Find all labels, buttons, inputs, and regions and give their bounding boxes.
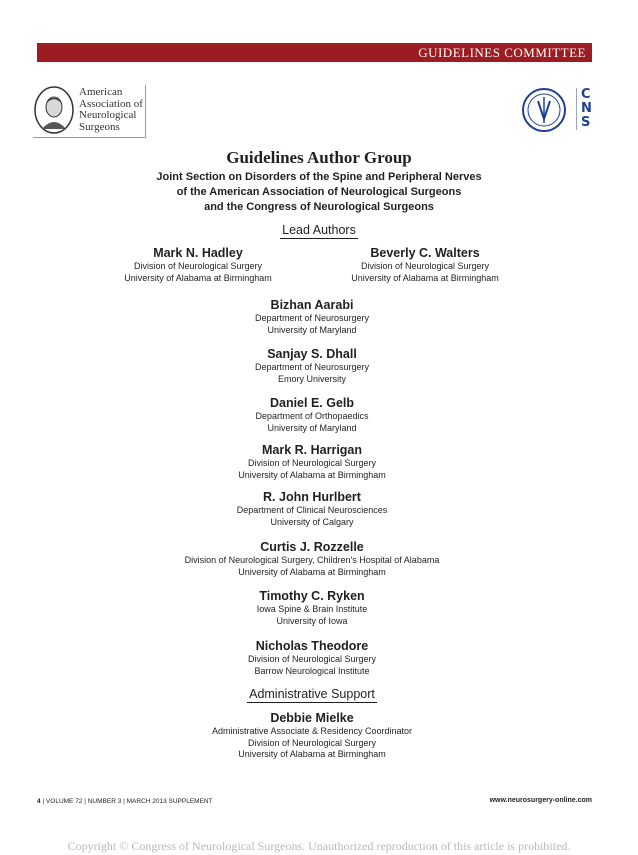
seal-icon [518,85,572,135]
aans-line: American [79,86,123,98]
author-affiliation: University of Iowa [276,615,348,626]
section-banner: GUIDELINES COMMITTEE [37,43,592,62]
author-affiliation: University of Alabama at Birmingham [238,566,386,577]
lead-authors-heading [0,223,638,239]
author-affiliation: University of Calgary [270,516,354,527]
admin-support-heading [0,687,631,703]
author-affiliation: Department of Orthopaedics [255,411,369,421]
admin-support-heading-text: Administrative Support [249,687,375,701]
author-affiliation: University of Maryland [267,324,357,335]
cns-letter: S [581,115,591,130]
author-aarabi [0,297,624,336]
author-affiliation: University of Maryland [267,422,357,433]
author-affiliation: Administrative Associate & Residency Coordinator [211,726,413,736]
author-affiliation: Emory University [277,373,346,384]
author-affiliation: University of Alabama at Birmingham [238,749,386,759]
lead-author-walters [325,245,525,284]
subtitle-line: of the American Association of Neurological Surgeons [176,186,462,198]
author-dhall [0,346,624,385]
author-affiliation: Department of Clinical Neurosciences [236,505,388,515]
subtitle-line: Joint Section on Disorders of the Spine and Peripheral Nerves [156,171,482,183]
author-name: Daniel E. Gelb [269,396,355,410]
cns-letter: N [581,101,592,116]
author-name: Debbie Mielke [270,711,354,725]
lead-author-hadley [98,245,298,284]
page-title: Guidelines Author Group [226,148,412,167]
cns-logo [518,85,598,137]
author-affiliation: Division of Neurological Surgery [247,737,377,748]
footer-issue [37,798,213,805]
author-affiliation: Department of Neurosurgery [254,362,370,372]
author-affiliation: Division of Neurological Surgery [247,654,377,664]
author-ryken [0,588,624,627]
author-hurlbert [0,489,624,528]
author-theodore [0,638,624,677]
subtitle-line: and the Congress of Neurological Surgeons [204,201,434,213]
author-name: Mark N. Hadley [153,246,243,260]
author-affiliation: Department of Neurosurgery [254,313,370,323]
aans-line: Association of [79,97,143,110]
author-affiliation: University of Alabama at Birmingham [351,272,499,283]
lead-authors-heading-text: Lead Authors [282,223,356,237]
author-affiliation: Division of Neurological Surgery [247,458,377,468]
admin-mielke [0,710,624,761]
aans-line: Surgeons [79,120,120,133]
author-affiliation: Division of Neurological Surgery [133,261,263,271]
author-affiliation: Division of Neurological Surgery [360,261,490,271]
author-gelb [0,395,624,434]
author-name: Beverly C. Walters [370,246,480,260]
issue-info: | VOLUME 72 | NUMBER 3 | MARCH 2013 SUPPLEMENT [42,798,213,805]
subtitle [0,170,638,215]
author-name: Curtis J. Rozzelle [260,540,364,554]
aans-line: Neurological [79,109,137,121]
cns-letter: C [581,87,591,102]
author-affiliation: University of Alabama at Birmingham [238,469,386,480]
author-affiliation: Iowa Spine & Brain Institute [256,604,368,614]
author-affiliation: Barrow Neurological Institute [254,665,370,676]
author-rozzelle [0,539,624,578]
footer-website: www.neurosurgery-online.com [489,797,592,804]
page-number: 4 [37,798,41,805]
author-name: Nicholas Theodore [255,639,369,653]
author-name: Sanjay S. Dhall [267,347,357,361]
aans-logo [33,85,146,138]
copyright-notice: Copyright © Congress of Neurological Surgeons. Unauthorized reproduction of this article is prohibited. [67,839,571,853]
author-affiliation: Division of Neurological Surgery, Children's Hospital of Alabama [184,555,440,565]
author-name: Timothy C. Ryken [259,589,365,603]
author-harrigan [0,442,624,481]
portrait-icon [33,85,75,135]
author-name: R. John Hurlbert [263,490,361,504]
author-name: Mark R. Harrigan [261,443,363,457]
author-affiliation: University of Alabama at Birmingham [124,272,272,283]
author-name: Bizhan Aarabi [270,298,354,312]
